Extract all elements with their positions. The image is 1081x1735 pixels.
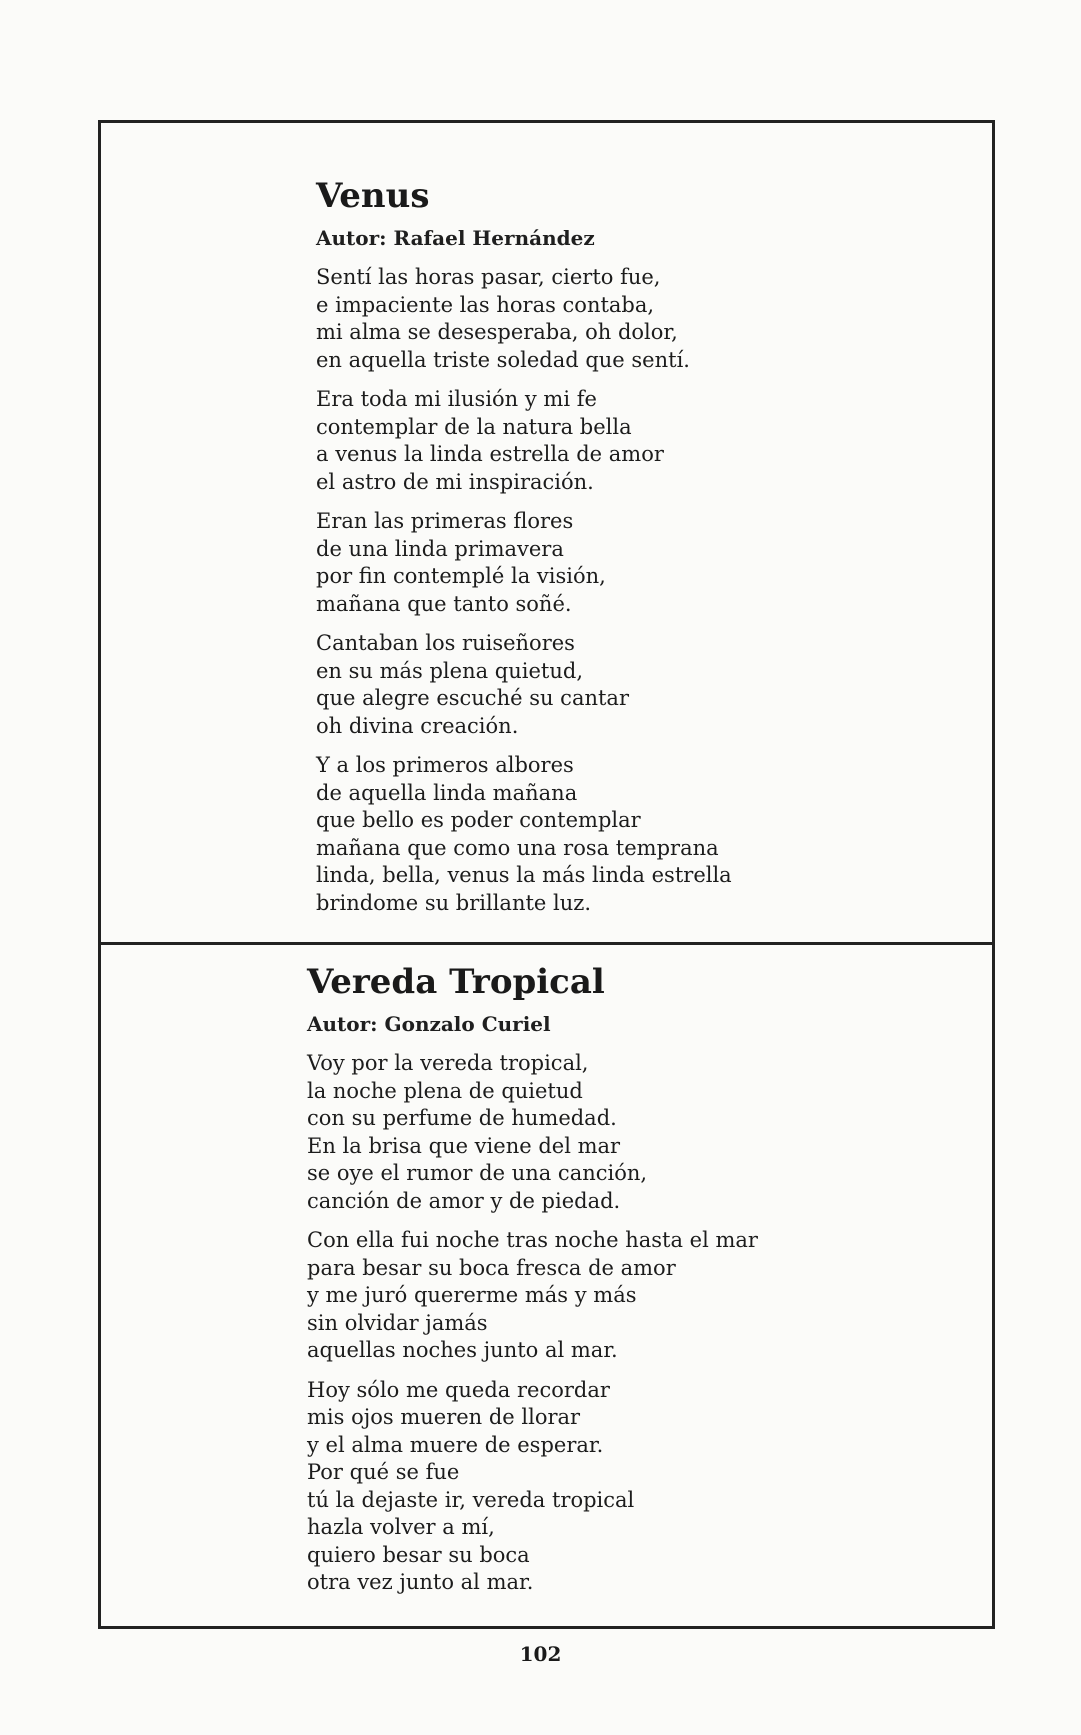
verse-line: con su perfume de humedad. — [307, 1106, 617, 1130]
verse-line: en aquella triste soledad que sentí. — [316, 347, 690, 372]
stanza — [316, 508, 986, 618]
verse-line: e impaciente las horas contaba, — [316, 292, 655, 317]
verse-line: y el alma muere de esperar. — [307, 1432, 604, 1457]
song-lyrics — [316, 264, 986, 917]
verse-line: contemplar de la natura bella — [316, 414, 632, 439]
verse-line: a venus la linda estrella de amor — [316, 442, 664, 466]
stanza — [307, 1050, 987, 1215]
verse-line: hazla volver a mí, — [307, 1515, 495, 1539]
verse-line: Era toda mi ilusión y mi fe — [316, 387, 597, 411]
verse-line: mi alma se desesperaba, oh dolor, — [316, 320, 678, 344]
verse-line: sin olvidar jamás — [307, 1310, 488, 1335]
verse-line: Hoy sólo me queda recordar — [307, 1377, 610, 1402]
verse-line: la noche plena de quietud — [307, 1078, 583, 1103]
verse-line: Eran las primeras flores — [316, 509, 574, 533]
verse-line: y me juró quererme más y más — [307, 1283, 637, 1307]
verse-line: linda, bella, venus la más linda estrella — [316, 863, 732, 887]
verse-line: de una linda primavera — [316, 536, 564, 561]
stanza — [307, 1377, 987, 1597]
verse-line: Por qué se fue — [307, 1460, 460, 1484]
verse-line: tú la dejaste ir, vereda tropical — [307, 1487, 635, 1512]
verse-line: que alegre escuché su cantar — [316, 686, 629, 710]
verse-line: de aquella linda mañana — [316, 780, 578, 805]
song-author: Autor: Rafael Hernández — [316, 226, 595, 250]
song-venus — [316, 172, 986, 929]
verse-line: Y a los primeros albores — [316, 753, 574, 777]
stanza — [316, 630, 986, 740]
stanza — [307, 1227, 987, 1365]
verse-line: aquellas noches junto al mar. — [307, 1338, 618, 1362]
song-title: Vereda Tropical — [307, 962, 605, 1002]
verse-line: otra vez junto al mar. — [307, 1570, 534, 1594]
verse-line: se oye el rumor de una canción, — [307, 1161, 648, 1185]
verse-line: para besar su boca fresca de amor — [307, 1255, 676, 1280]
verse-line: canción de amor y de piedad. — [307, 1188, 621, 1213]
stanza — [316, 386, 986, 496]
verse-line: que bello es poder contemplar — [316, 808, 641, 832]
verse-line: oh divina creación. — [316, 713, 519, 738]
verse-line: Sentí las horas pasar, cierto fue, — [316, 265, 661, 289]
verse-line: quiero besar su boca — [307, 1542, 530, 1567]
stanza — [316, 264, 986, 374]
verse-line: brindome su brillante luz. — [316, 890, 591, 915]
verse-line: mañana que como una rosa temprana — [316, 835, 719, 860]
song-vereda-tropical — [307, 958, 987, 1609]
verse-line: Voy por la vereda tropical, — [307, 1051, 589, 1075]
verse-line: el astro de mi inspiración. — [316, 469, 594, 494]
song-title: Venus — [316, 176, 430, 216]
verse-line: Cantaban los ruiseñores — [316, 631, 575, 655]
song-lyrics — [307, 1050, 987, 1597]
stanza — [316, 752, 986, 917]
verse-line: En la brisa que viene del mar — [307, 1133, 621, 1158]
page-number: 102 — [519, 1642, 562, 1666]
section-divider — [98, 942, 995, 945]
song-author: Autor: Gonzalo Curiel — [307, 1012, 551, 1036]
verse-line: por fin contemplé la visión, — [316, 564, 606, 588]
verse-line: Con ella fui noche tras noche hasta el mar — [307, 1228, 758, 1252]
verse-line: en su más plena quietud, — [316, 658, 583, 683]
verse-line: mañana que tanto soñé. — [316, 591, 572, 616]
verse-line: mis ojos mueren de llorar — [307, 1405, 581, 1429]
